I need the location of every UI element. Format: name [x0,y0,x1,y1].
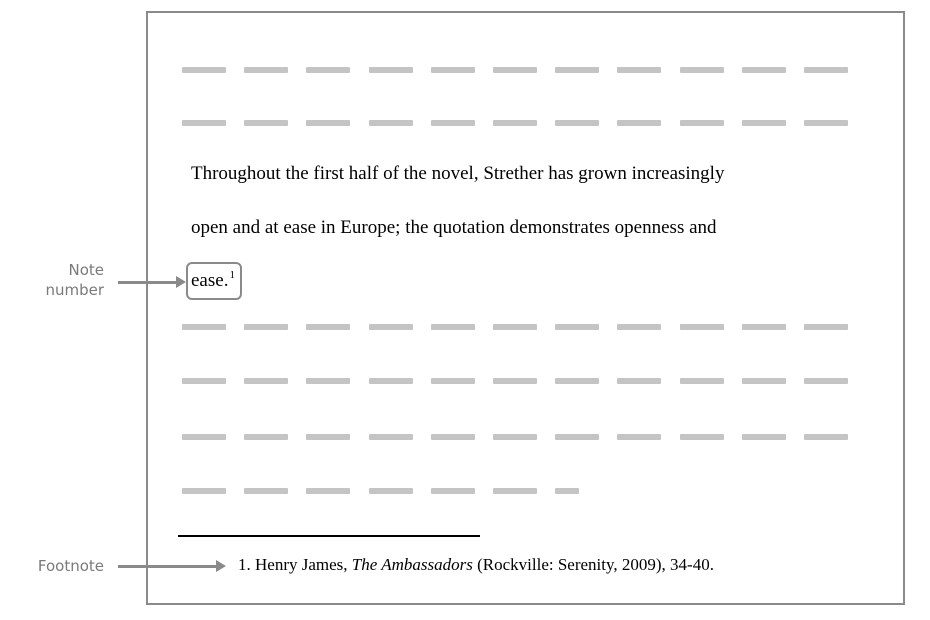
placeholder-dash [431,488,475,494]
placeholder-dash [804,324,848,330]
placeholder-dash [742,67,786,73]
placeholder-dash [617,378,661,384]
placeholder-dash [555,120,599,126]
placeholder-dash [306,488,350,494]
placeholder-dash [306,378,350,384]
footnote-title: The Ambassadors [351,555,473,574]
placeholder-dash [680,324,724,330]
placeholder-dash [431,434,475,440]
note-number-arrow-shaft [118,281,178,284]
placeholder-dash [804,378,848,384]
footnote-arrow-head-icon [216,560,226,572]
placeholder-dash [742,434,786,440]
placeholder-dash [369,324,413,330]
placeholder-dash [182,324,226,330]
note-number-highlight [186,262,242,300]
placeholder-dash [742,378,786,384]
placeholder-dash [244,67,288,73]
placeholder-dash [431,324,475,330]
placeholder-dash [804,67,848,73]
placeholder-dash [244,488,288,494]
placeholder-dash [369,488,413,494]
placeholder-dash [555,434,599,440]
placeholder-dash [244,324,288,330]
placeholder-dash [680,120,724,126]
placeholder-dash [555,488,579,494]
footnote-text [238,554,714,576]
placeholder-dash [306,324,350,330]
body-text-line-2: open and at ease in Europe; the quotation demonstrates openness and [191,217,717,238]
placeholder-dash [742,120,786,126]
placeholder-dash [369,120,413,126]
placeholder-dash [182,67,226,73]
placeholder-dash [493,324,537,330]
placeholder-dash [182,378,226,384]
placeholder-dash [680,434,724,440]
placeholder-dash [306,120,350,126]
placeholder-dash [804,120,848,126]
footnote-number: 1. [238,555,251,574]
placeholder-dash [680,67,724,73]
placeholder-dash [244,120,288,126]
body-text-line-1: Throughout the first half of the novel, Strether has grown increasingly [191,163,725,184]
footnote-author: Henry James, [255,555,348,574]
note-number-label-line-2: number [45,281,104,299]
note-number-arrow-head-icon [176,276,186,288]
placeholder-dash [617,434,661,440]
placeholder-dash [493,120,537,126]
body-text-word: ease. [191,270,229,291]
footnote-publication: (Rockville: Serenity, 2009), 34-40. [477,555,714,574]
placeholder-dash [493,67,537,73]
placeholder-dash [369,434,413,440]
placeholder-dash [617,67,661,73]
placeholder-dash [493,488,537,494]
footnote-separator-rule [178,535,480,537]
placeholder-dash [182,120,226,126]
placeholder-dash [493,378,537,384]
note-number-label-line-1: Note [68,261,104,279]
placeholder-dash [431,120,475,126]
placeholder-dash [617,324,661,330]
placeholder-dash [493,434,537,440]
placeholder-dash [182,488,226,494]
placeholder-dash [431,67,475,73]
placeholder-dash [680,378,724,384]
note-number-superscript: 1 [229,269,235,281]
placeholder-dash [306,434,350,440]
note-number-label [30,260,104,300]
placeholder-dash [306,67,350,73]
placeholder-dash [555,67,599,73]
placeholder-dash [244,434,288,440]
document-page [146,11,905,605]
placeholder-dash [182,434,226,440]
placeholder-dash [244,378,288,384]
placeholder-dash [555,324,599,330]
placeholder-dash [369,67,413,73]
placeholder-dash [804,434,848,440]
placeholder-dash [431,378,475,384]
placeholder-dash [555,378,599,384]
footnote-arrow-shaft [118,565,218,568]
placeholder-dash [742,324,786,330]
placeholder-dash [369,378,413,384]
footnote-label: Footnote [37,557,104,575]
placeholder-dash [617,120,661,126]
